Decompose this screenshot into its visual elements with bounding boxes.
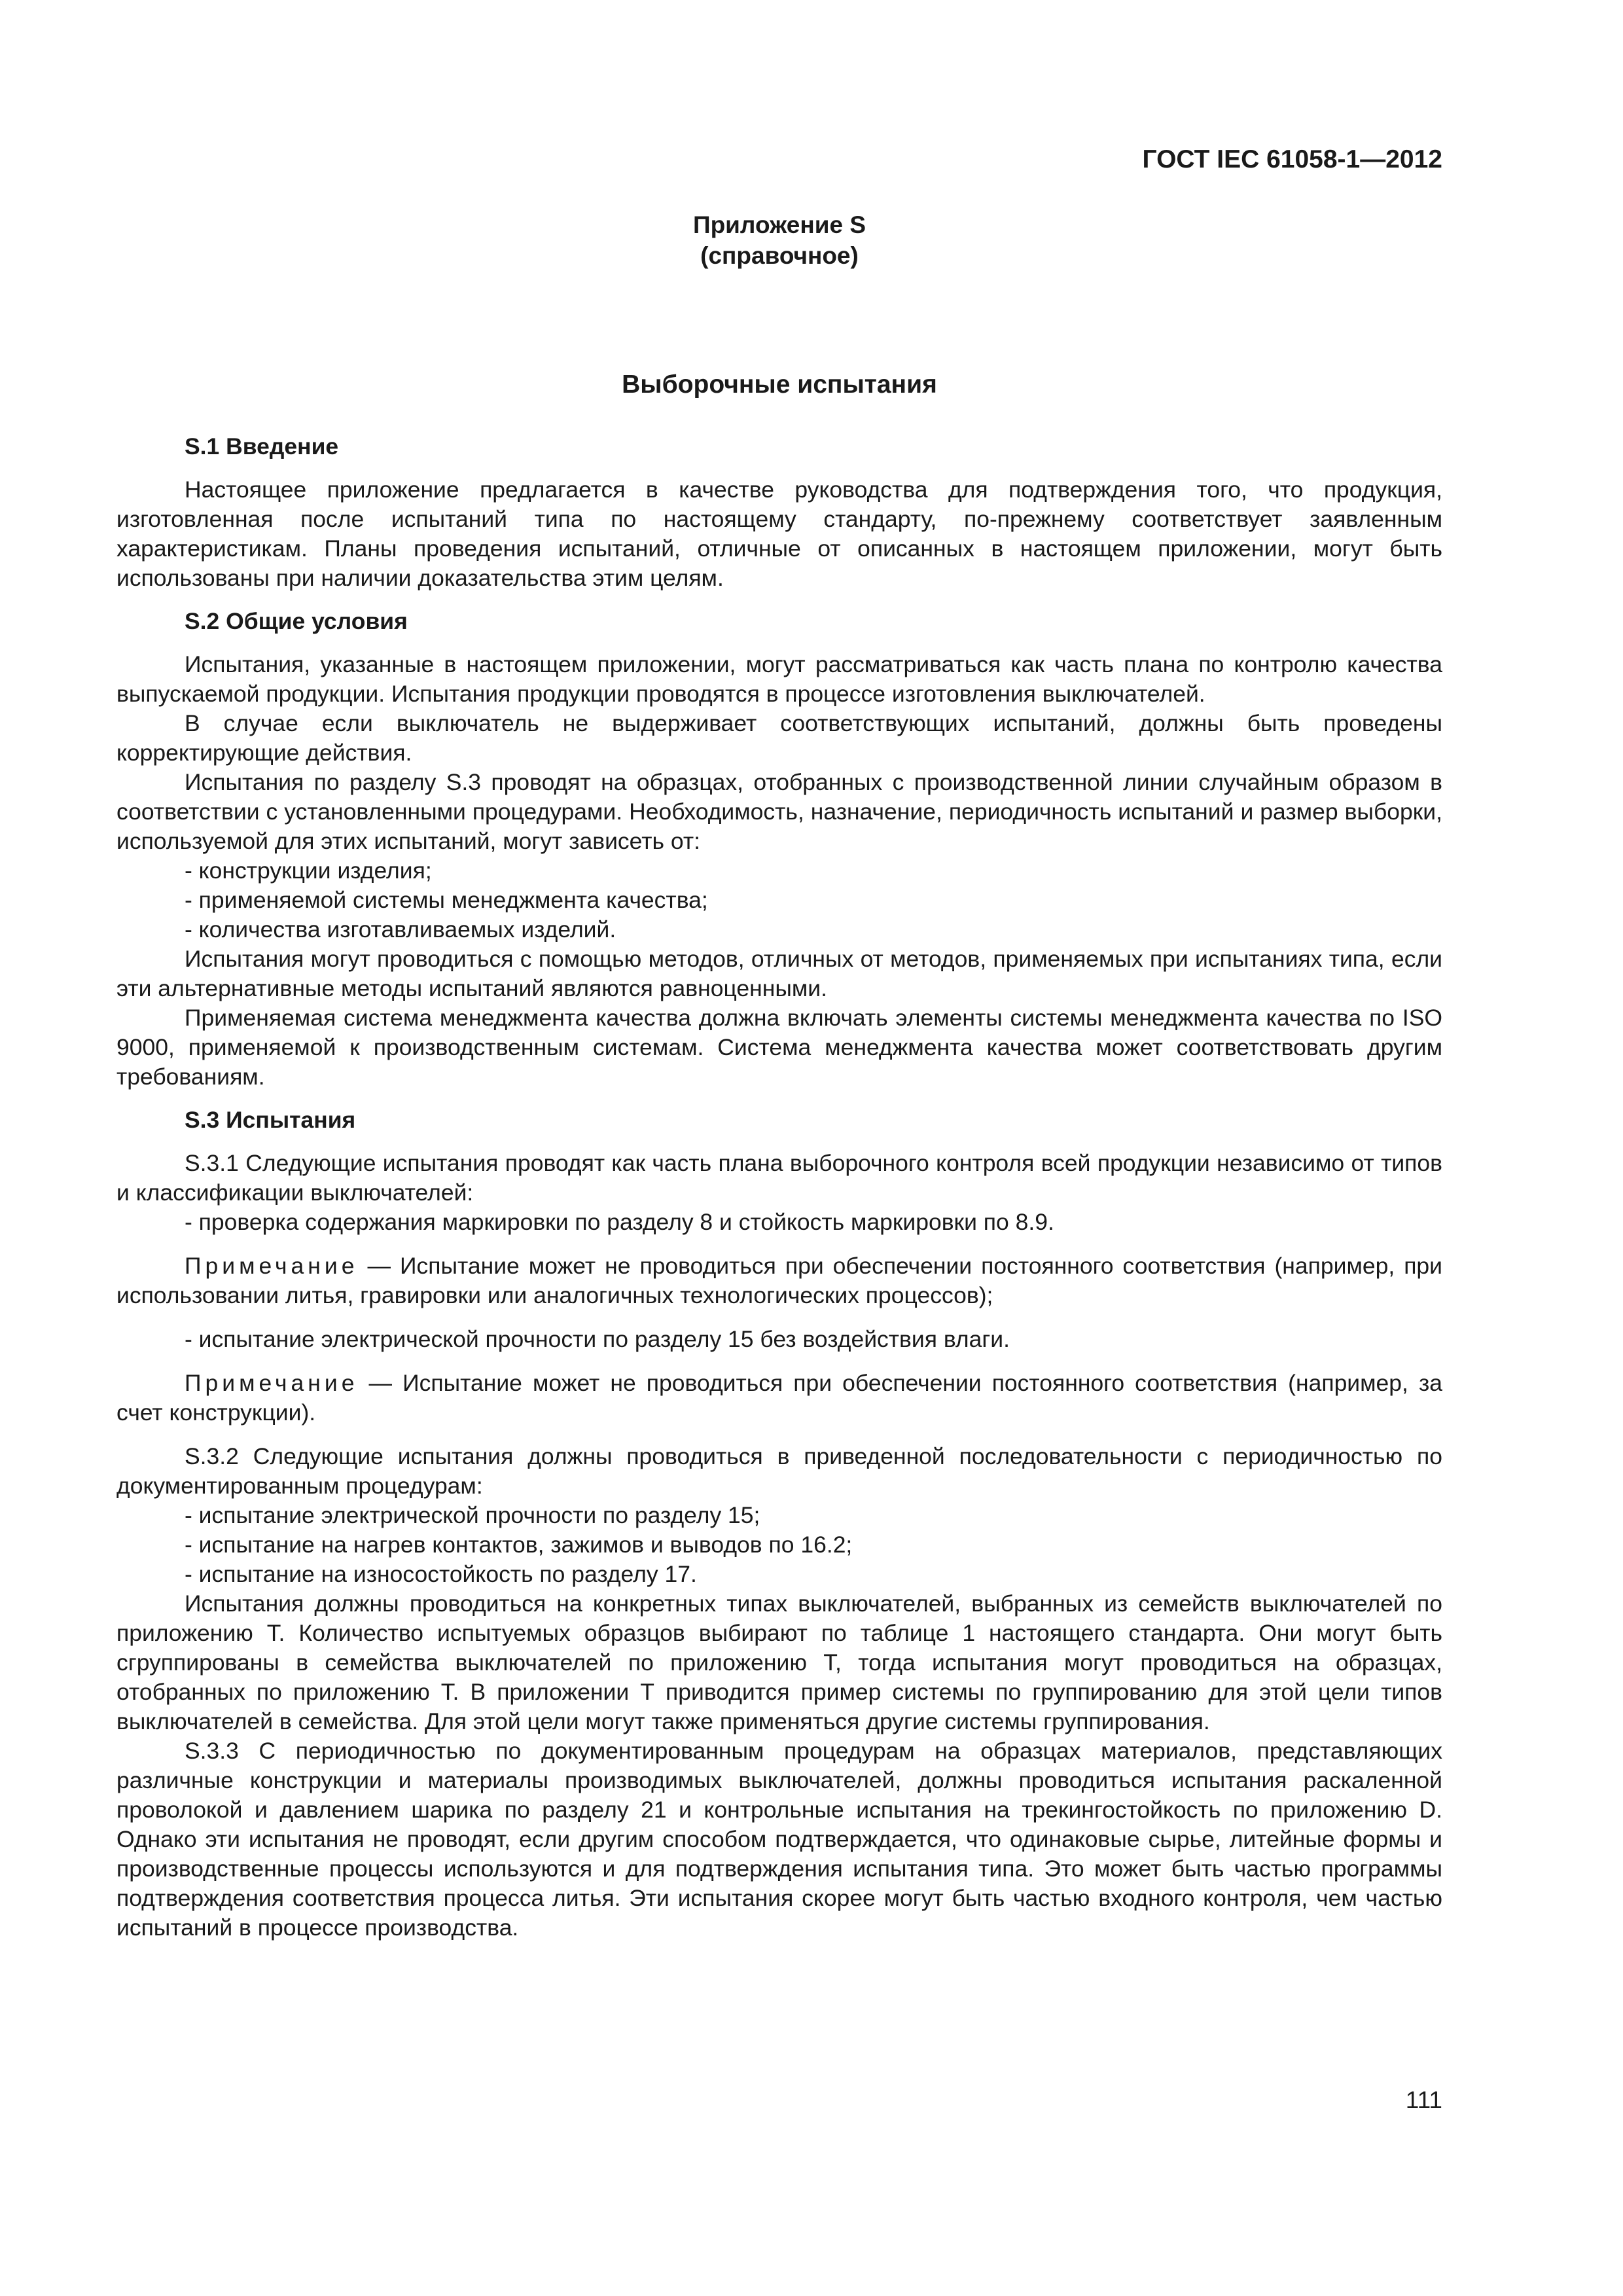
paragraph: Испытания должны проводиться на конкретных типах выключателей, выбранных из семейств выключателей по приложению Т. Количество испытуемых образцов выбирают по таблице 1 настоящего стандарта. Они могут быть сгруппированы в семейства выключателей по приложению Т, тогда испытания могут проводиться на образцах, отобранных по приложению Т. В приложении Т приводится пример системы по группированию для этой цели типов выключателей в семейства. Для этой цели могут также применяться другие системы группирования.	[116, 1590, 1442, 1734]
note-label: Примечание	[185, 1253, 359, 1279]
note-text: — Испытание может не проводиться при обеспечении постоянного соответствия (например, при использовании литья, гравировки или аналогичных технологических процессов);	[116, 1253, 1442, 1308]
paragraph: Испытания могут проводиться с помощью методов, отличных от методов, применяемых при испытаниях типа, если эти альтернативные методы испытаний являются равноценными.	[116, 946, 1442, 1001]
paragraph: Применяемая система менеджмента качества должна включать элементы системы менеджмента качества по ISO 9000, применяемой к производственным системам. Система менеджмента качества может соответствовать другим требованиям.	[116, 1005, 1442, 1090]
list-item: - применяемой системы менеджмента качества;	[185, 887, 708, 913]
paragraph: S.3.3 С периодичностью по документированным процедурам на образцах материалов, представляющих различные конструкции и материалы производимых выключателей, должны проводиться испытания раскаленной проволокой и давлением шарика по разделу 21 и контрольные испытания на трекингостойкость по приложению D. Однако эти испытания не проводят, если другим способом подтверждается, что одинаковые сырье, литейные формы и производственные процессы используются и для подтверждения испытания типа. Это может быть частью программы подтверждения соответствия процесса литья. Эти испытания скорее могут быть частью входного контроля, чем частью испытаний в процессе производства.	[116, 1738, 1442, 1941]
list-item: - проверка содержания маркировки по разделу 8 и стойкость маркировки по 8.9.	[185, 1209, 1054, 1235]
annex-label: Приложение S	[692, 211, 866, 238]
note	[116, 1369, 1442, 1427]
page-number: 111	[1405, 2087, 1442, 2113]
annex-heading	[116, 209, 1442, 271]
annex-kind: (справочное)	[700, 242, 859, 269]
list-item: - испытание электрической прочности по разделу 15;	[185, 1502, 760, 1528]
paragraph: В случае если выключатель не выдерживает соответствующих испытаний, должны быть проведены корректирующие действия.	[116, 710, 1442, 766]
note	[116, 1251, 1442, 1310]
list-item: - испытание на нагрев контактов, зажимов и выводов по 16.2;	[185, 1532, 853, 1558]
note-text: — Испытание может не проводиться при обеспечении постоянного соответствия (например, за счет конструкции).	[116, 1370, 1442, 1426]
list-item: - конструкции изделия;	[185, 857, 432, 884]
paragraph: S.3.2 Следующие испытания должны проводиться в приведенной последовательности с периодичностью по документированным процедурам:	[116, 1443, 1442, 1499]
list-item: - количества изготавливаемых изделий.	[185, 916, 616, 942]
note-label: Примечание	[185, 1370, 359, 1396]
paragraph: Испытания, указанные в настоящем приложении, могут рассматриваться как часть плана по контролю качества выпускаемой продукции. Испытания продукции проводятся в процессе изготовления выключателей.	[116, 651, 1442, 707]
section-heading: S.2 Общие условия	[185, 608, 408, 634]
paragraph: Испытания по разделу S.3 проводят на образцах, отобранных с производственной линии случайным образом в соответствии с установленными процедурами. Необходимость, назначение, периодичность испытаний и размер выборки, используемой для этих испытаний, могут зависеть от:	[116, 769, 1442, 854]
document-body	[116, 432, 1442, 1943]
list-item: - испытание на износостойкость по разделу 17.	[185, 1561, 697, 1587]
list-item: - испытание электрической прочности по разделу 15 без воздействия влаги.	[185, 1326, 1010, 1352]
paragraph: Настоящее приложение предлагается в качестве руководства для подтверждения того, что продукция, изготовленная после испытаний типа по настоящему стандарту, по-прежнему соответствует заявленным характеристикам. Планы проведения испытаний, отличные от описанных в настоящем приложении, могут быть использованы при наличии доказательства этим целям.	[116, 476, 1442, 591]
section-heading: S.3 Испытания	[185, 1107, 356, 1133]
paragraph: S.3.1 Следующие испытания проводят как часть плана выборочного контроля всей продукции независимо от типов и классификации выключателей:	[116, 1150, 1442, 1206]
section-heading: S.1 Введение	[185, 433, 339, 459]
annex-title: Выборочные испытания	[622, 370, 937, 399]
standard-designation: ГОСТ IEC 61058-1—2012	[1142, 145, 1442, 173]
document-page	[116, 0, 1442, 2296]
